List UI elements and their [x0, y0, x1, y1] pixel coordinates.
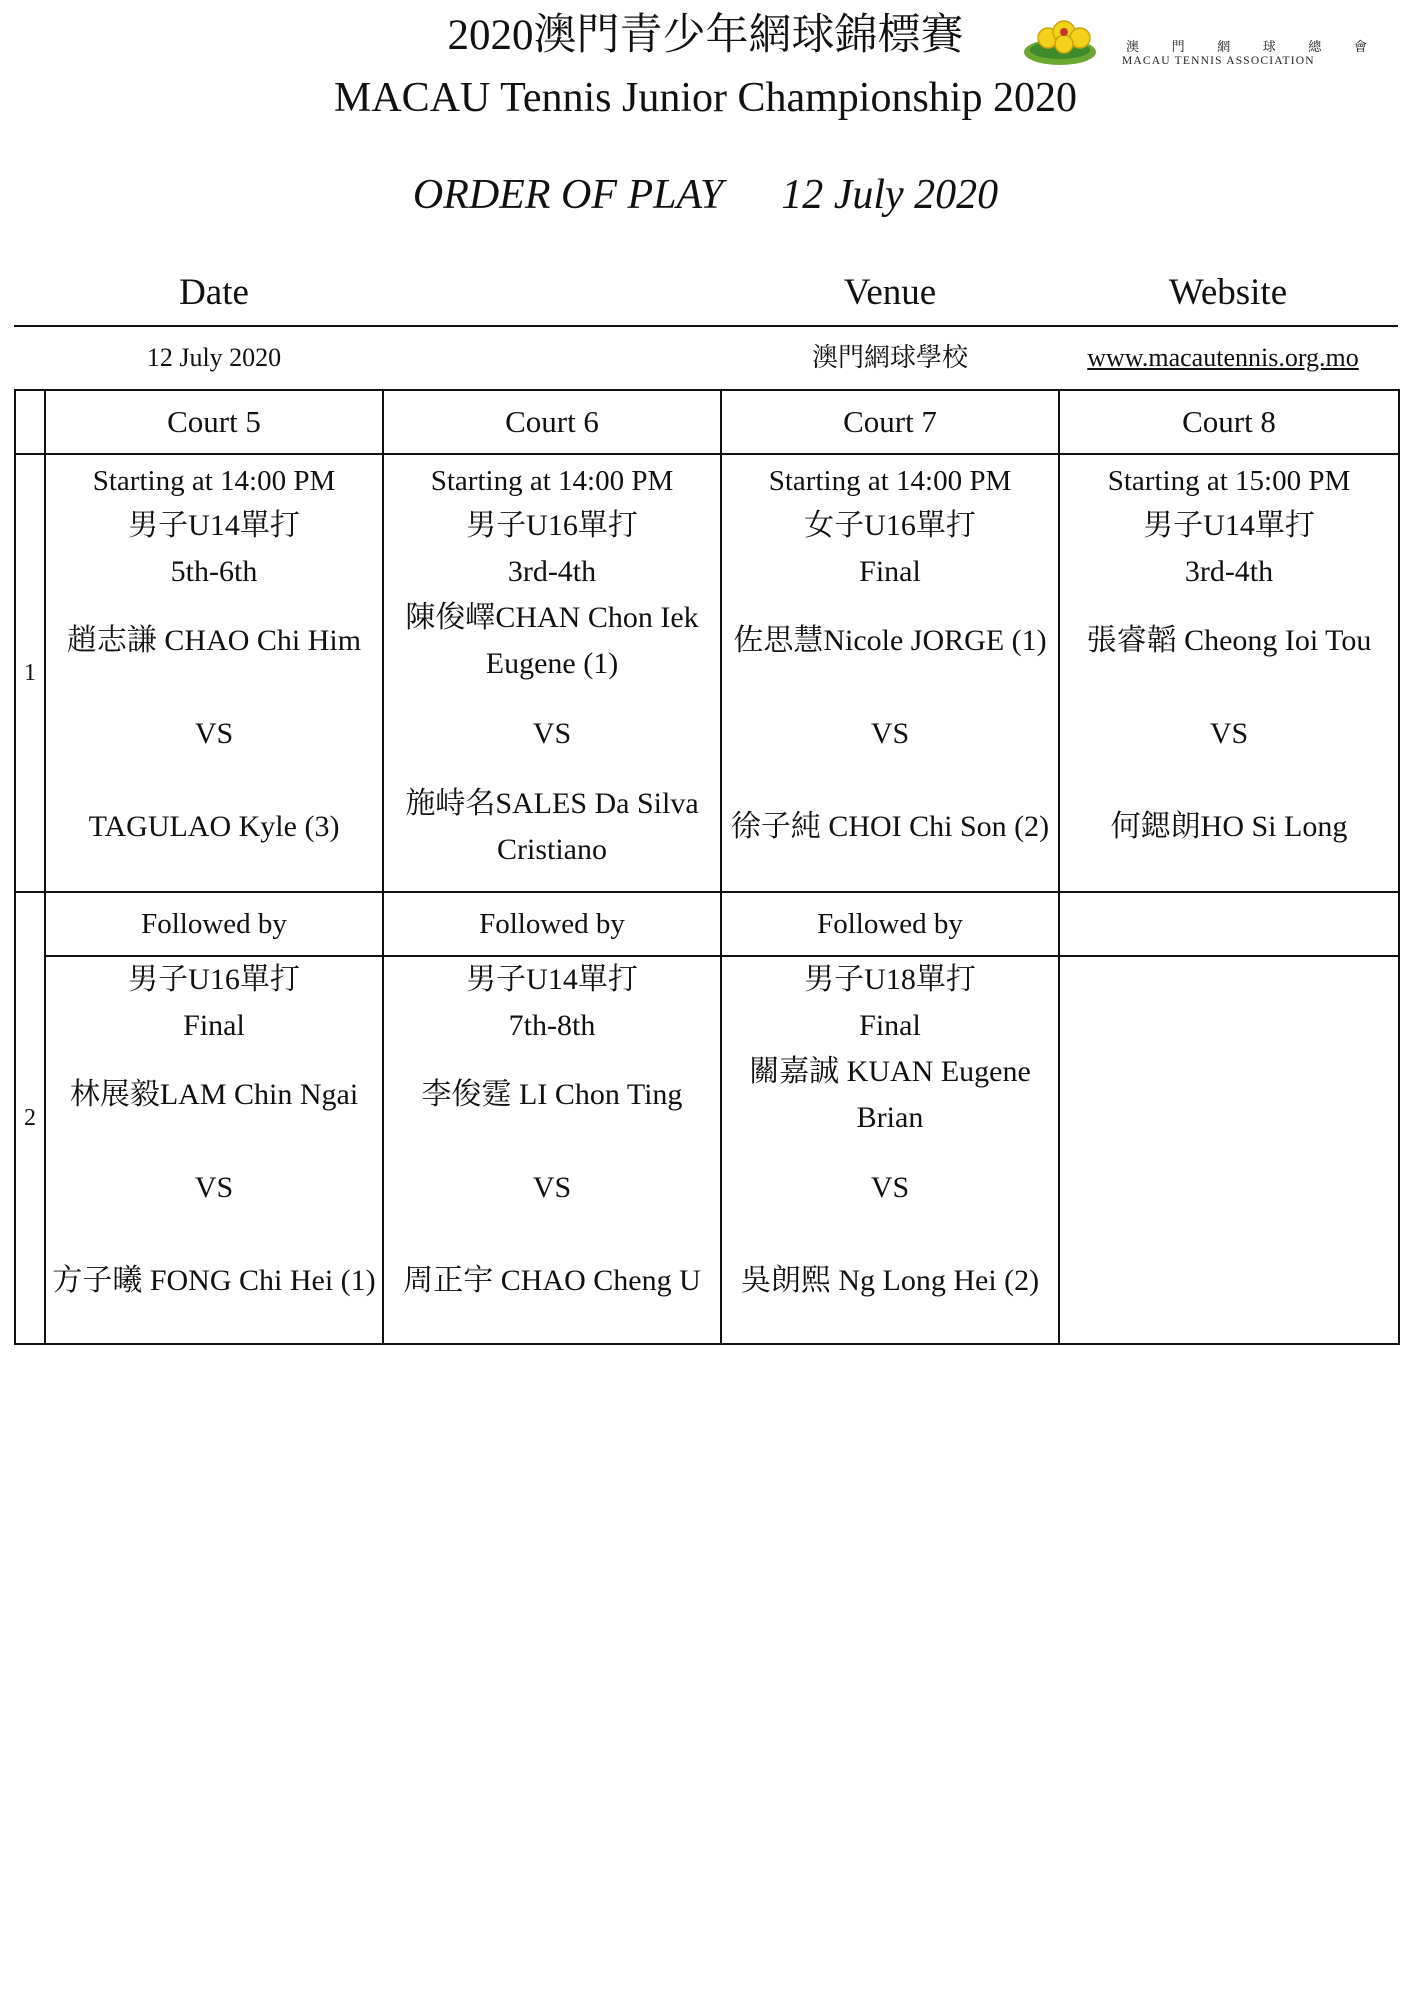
match-stage: Final: [859, 555, 921, 588]
player-one: 林展毅LAM Chin Ngai: [69, 1078, 359, 1111]
start-time: Starting at 14:00 PM: [768, 465, 1012, 497]
player-two: 周正宇 CHAO Cheng U: [403, 1264, 701, 1297]
start-time: Starting at 14:00 PM: [92, 465, 336, 497]
versus-label: VS: [532, 717, 572, 750]
header-divider: [14, 325, 1398, 327]
match-category: 男子U14單打: [1143, 509, 1315, 542]
player-two: 徐子純 CHOI Chi Son (2): [730, 810, 1050, 843]
versus-label: VS: [194, 1171, 234, 1204]
player-two: 方子曦 FONG Chi Hei (1): [52, 1264, 376, 1297]
court-header: Court 6: [383, 390, 721, 454]
website-label: Website: [1168, 272, 1288, 313]
start-time: Starting at 14:00 PM: [430, 465, 674, 497]
player-one: 佐思慧Nicole JORGE (1): [733, 624, 1047, 657]
website-link[interactable]: www.macautennis.org.mo: [1087, 343, 1359, 372]
followed-by-label: Followed by: [45, 892, 383, 956]
match-stage: 3rd-4th: [1184, 555, 1274, 588]
match-stage: 3rd-4th: [507, 555, 597, 588]
start-time: Starting at 15:00 PM: [1107, 465, 1351, 497]
followed-by-label: Followed by: [383, 892, 721, 956]
versus-label: VS: [1209, 717, 1249, 750]
match-stage: 5th-6th: [170, 555, 258, 588]
player-two: 施峙名SALES Da Silva Cristiano: [405, 787, 699, 866]
player-one: 趙志謙 CHAO Chi Him: [66, 624, 362, 657]
round-number: 1: [15, 454, 45, 892]
schedule-table: [14, 389, 1400, 1345]
match-cell: [45, 956, 383, 1344]
player-one: 陳俊嶧CHAN Chon Iek Eugene (1): [405, 601, 699, 680]
match-category: 男子U14單打: [128, 509, 300, 542]
match-category: 男子U18單打: [804, 963, 976, 996]
match-cell: [721, 956, 1059, 1344]
match-category: 男子U14單打: [466, 963, 638, 996]
match-cell: [721, 454, 1059, 892]
player-two: 吳朗熙 Ng Long Hei (2): [740, 1264, 1040, 1297]
player-two: TAGULAO Kyle (3): [88, 810, 340, 843]
player-two: 何鍶朗HO Si Long: [1110, 810, 1348, 843]
followed-by-label: Followed by: [721, 892, 1059, 956]
title-english: MACAU Tennis Junior Championship 2020: [334, 75, 1077, 121]
round-row: [15, 454, 1399, 892]
date-value: 12 July 2020: [146, 343, 282, 372]
empty-match-cell: [1059, 956, 1399, 1344]
match-cell: [45, 454, 383, 892]
venue-value: 澳門網球學校: [811, 343, 968, 372]
match-cell: [383, 454, 721, 892]
versus-label: VS: [870, 1171, 910, 1204]
match-cell: [1059, 454, 1399, 892]
association-name-cn: 澳 門 網 球 總 會: [1126, 39, 1368, 54]
corner-cell: [15, 390, 45, 454]
player-one: 張睿韜 Cheong Ioi Tou: [1086, 624, 1372, 657]
match-cell: [383, 956, 721, 1344]
player-one: 李俊霆 LI Chon Ting: [421, 1078, 683, 1111]
venue-label: Venue: [843, 272, 937, 313]
match-category: 女子U16單打: [804, 509, 976, 542]
court-header: Court 5: [45, 390, 383, 454]
versus-label: VS: [870, 717, 910, 750]
match-category: 男子U16單打: [128, 963, 300, 996]
association-name-en: MACAU TENNIS ASSOCIATION: [1122, 55, 1315, 67]
versus-label: VS: [532, 1171, 572, 1204]
date-label: Date: [179, 272, 249, 313]
court-header: Court 8: [1059, 390, 1399, 454]
round-row: [15, 956, 1399, 1344]
match-stage: 7th-8th: [508, 1009, 596, 1042]
player-one: 關嘉誠 KUAN Eugene Brian: [749, 1055, 1031, 1134]
court-header-row: [15, 390, 1399, 454]
match-category: 男子U16單打: [466, 509, 638, 542]
association-name: [1122, 36, 1372, 67]
versus-label: VS: [194, 717, 234, 750]
followed-by-row: [15, 892, 1399, 956]
order-label: ORDER OF PLAY: [412, 172, 724, 218]
order-of-play-heading: [0, 168, 1411, 222]
court-header: Court 7: [721, 390, 1059, 454]
order-date: 12 July 2020: [781, 172, 999, 218]
association-logo: [1022, 18, 1110, 66]
followed-by-label: [1059, 892, 1399, 956]
match-stage: Final: [183, 1009, 245, 1042]
round-number: 2: [15, 892, 45, 1344]
title-chinese: 2020澳門青少年網球錦標賽: [447, 12, 964, 59]
match-stage: Final: [859, 1009, 921, 1042]
